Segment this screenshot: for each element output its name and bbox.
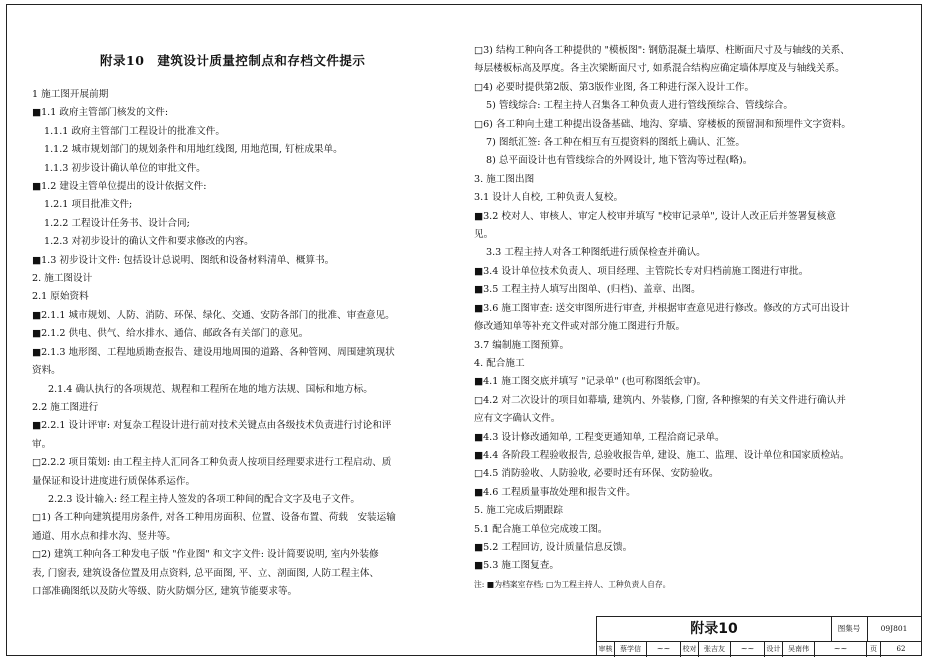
right-text-line: 应有文字确认文件。 bbox=[474, 413, 561, 425]
title-block-signature-row bbox=[597, 641, 922, 657]
right-column bbox=[474, 42, 904, 592]
right-text-line: 8) 总平面设计也有管线综合的外网设计, 地下管沟等过程(略)。 bbox=[486, 155, 753, 167]
title-block-top-row bbox=[597, 617, 922, 642]
reviewer-name: 蔡学信 bbox=[615, 641, 647, 657]
right-text-line: □4.2 对二次设计的项目如幕墙, 建筑内、外装修, 门窗, 各种擦架的有关文件进行确认并 bbox=[474, 394, 846, 406]
right-text-line: □3) 结构工种向各工种提供的 "模板图": 钢筋混凝土墙厚、柱断面尺寸及与轴线的关系、 bbox=[474, 45, 850, 56]
right-text-line: 5.1 配合施工单位完成竣工图。 bbox=[474, 523, 608, 535]
right-text-line: ■3.6 施工图审查: 送交审图所进行审查, 并根据审查意见进行修改。修改的方式可出设计 bbox=[474, 302, 850, 314]
right-text-line: ■5.3 施工图复查。 bbox=[474, 560, 559, 572]
left-text-line: 1 施工图开展前期 bbox=[32, 89, 109, 100]
right-text-line: 见。 bbox=[474, 229, 494, 241]
left-text-line: 1.2.3 对初步设计的确认文件和要求修改的内容。 bbox=[44, 236, 254, 248]
right-text-line: 每层楼板标高及厚度。各主次梁断面尺寸, 如系混合结构应确定墙体厚度及与轴线关系。 bbox=[474, 63, 845, 75]
atlas-number-value: 09J801 bbox=[880, 624, 908, 633]
right-text-line: 修改通知单等补充文件或对部分施工图进行升版。 bbox=[474, 321, 686, 333]
left-text-line: ■2.2.1 设计评审: 对复杂工程设计进行前对技术关键点由各级技术负责进行讨论和评 bbox=[32, 420, 392, 432]
checker-name: 张吉友 bbox=[699, 641, 731, 657]
left-text-line: 2.2.3 设计输入: 经工程主持人签发的各项工种间的配合文字及电子文件。 bbox=[48, 493, 360, 505]
left-text-line: 2.2 施工图进行 bbox=[32, 401, 99, 413]
left-text-line: 1.1.2 城市规划部门的规划条件和用地红线图, 用地范围, 钉桩成果单。 bbox=[44, 144, 343, 156]
left-text-line: 1.1.1 政府主管部门工程设计的批准文件。 bbox=[44, 125, 225, 137]
right-text-line: □6) 各工种向土建工种提出设备基础、地沟、穿墙、穿楼板的预留洞和预埋件文字资料。 bbox=[474, 118, 851, 130]
right-text-line: ■4.1 施工图交底并填写 "记录单" (也可称图纸会审)。 bbox=[474, 376, 707, 388]
right-text-line: 5. 施工完成后期跟踪 bbox=[474, 505, 563, 517]
right-text-line: □4.5 消防验收、人防验收, 必要时还有环保、安防验收。 bbox=[474, 468, 719, 480]
page-label: 页 bbox=[867, 641, 881, 657]
right-text-line: 3.7 编制施工图预算。 bbox=[474, 339, 570, 351]
left-text-line: 口部准确图纸以及防火等级、防火防烟分区, 建筑节能要求等。 bbox=[32, 585, 298, 597]
left-text-line: □2) 建筑工种向各工种发电子版 "作业图" 和文字文件: 设计简要说明, 室内外装修 bbox=[32, 549, 379, 561]
right-text-line: ■4.6 工程质量事故处理和报告文件。 bbox=[474, 486, 636, 498]
right-text-line: 3.1 设计人自校, 工种负责人复校。 bbox=[474, 192, 624, 204]
left-text-line: ■1.1 政府主管部门核发的文件: bbox=[32, 107, 169, 119]
page-title: 附录10 建筑设计质量控制点和存档文件提示 bbox=[100, 53, 366, 68]
check-label: 校对 bbox=[681, 641, 699, 657]
right-text-line: ■3.2 校对人、审核人、审定人校审并填写 "校审记录单", 设计人改正后并签署复核意 bbox=[474, 210, 836, 222]
left-text-line: 量保证和设计进度进行质保体系运作。 bbox=[32, 475, 196, 487]
drawing-name: 附录10 bbox=[597, 617, 832, 641]
review-label: 审核 bbox=[597, 641, 615, 657]
left-text-line: ■1.2 建设主管单位提出的设计依据文件: bbox=[32, 181, 207, 193]
left-text-line: □1) 各工种向建筑提用房条件, 对各工种用房面积、位置、设备布置、荷载 安装运输 bbox=[32, 512, 396, 524]
left-text-line: ■2.1.2 供电、供气、给水排水、通信、邮政各有关部门的意见。 bbox=[32, 328, 309, 340]
right-text-line: ■5.2 工程回访, 设计质量信息反馈。 bbox=[474, 541, 633, 553]
right-text-line: □4) 必要时提供第2版、第3版作业图, 各工种进行深入设计工作。 bbox=[474, 81, 755, 93]
right-text-line: ■3.4 设计单位技术负责人、项目经理、主管院长专对归档前施工图进行审批。 bbox=[474, 265, 809, 277]
right-text-line: ■4.4 各阶段工程验收报告, 总验收报告单, 建设、施工、监理、设计单位和国家质检站。 bbox=[474, 449, 850, 461]
left-text-line: □2.2.2 项目策划: 由工程主持人汇同各工种负责人按项目经理要求进行工程启动、质 bbox=[32, 457, 392, 469]
left-text-line: 1.1.3 初步设计确认单位的审批文件。 bbox=[44, 162, 206, 174]
left-text-line: ■1.3 初步设计文件: 包括设计总说明、图纸和设备材料清单、概算书。 bbox=[32, 254, 335, 266]
left-text-line: 2.1 原始资料 bbox=[32, 291, 89, 303]
footnote: 注: ■为档案室存档; □为工程主持人、工种负责人自存。 bbox=[474, 579, 671, 589]
title-block bbox=[596, 616, 922, 656]
checker-signature: ~~ bbox=[731, 641, 765, 657]
left-text-line: 资料。 bbox=[32, 365, 61, 377]
left-text-line: ■2.1.1 城市规划、人防、消防、环保、绿化、交通、安防各部门的批准、审查意见。 bbox=[32, 309, 395, 321]
atlas-number-label: 图集号 bbox=[831, 617, 868, 641]
designer-name: 吴南伟 bbox=[783, 641, 815, 657]
design-label: 设计 bbox=[765, 641, 783, 657]
left-text-line: 通道、用水点和排水沟、竖井等。 bbox=[32, 530, 176, 542]
left-text-line: 2. 施工图设计 bbox=[32, 273, 93, 285]
left-text-line: 2.1.4 确认执行的各项规范、规程和工程所在地的地方法规、国标和地方标。 bbox=[48, 383, 373, 395]
right-text-line: 7) 图纸汇签: 各工种在相互有互提资料的图纸上确认、汇签。 bbox=[486, 137, 746, 149]
designer-signature: ~~ bbox=[815, 641, 867, 657]
right-text-line: 5) 管线综合: 工程主持人召集各工种负责人进行管线预综合、管线综合。 bbox=[486, 100, 793, 112]
left-text-line: 1.2.1 项目批准文件; bbox=[44, 199, 133, 211]
left-text-line: ■2.1.3 地形图、工程地质勘查报告、建设用地周围的道路、各种管网、周围建筑现状 bbox=[32, 346, 395, 358]
left-text-line: 1.2.2 工程设计任务书、设计合同; bbox=[44, 217, 190, 229]
left-text-line: 表, 门窗表, 建筑设备位置及用点资料, 总平面图, 平、立、剖面图, 人防工程主体、 bbox=[32, 567, 380, 579]
left-column bbox=[32, 86, 452, 601]
reviewer-signature: ~~ bbox=[647, 641, 681, 657]
right-text-line: 4. 配合施工 bbox=[474, 357, 525, 369]
right-text-line: ■3.5 工程主持人填写出图单、(归档)、盖章、出图。 bbox=[474, 284, 701, 296]
page-number: 62 bbox=[896, 645, 906, 653]
right-text-line: ■4.3 设计修改通知单, 工程变更通知单, 工程洽商记录单。 bbox=[474, 431, 725, 443]
right-text-line: 3.3 工程主持人对各工种图纸进行质保检查并确认。 bbox=[486, 247, 706, 259]
left-text-line: 审。 bbox=[32, 438, 52, 450]
right-text-line: 3. 施工图出图 bbox=[474, 173, 535, 185]
